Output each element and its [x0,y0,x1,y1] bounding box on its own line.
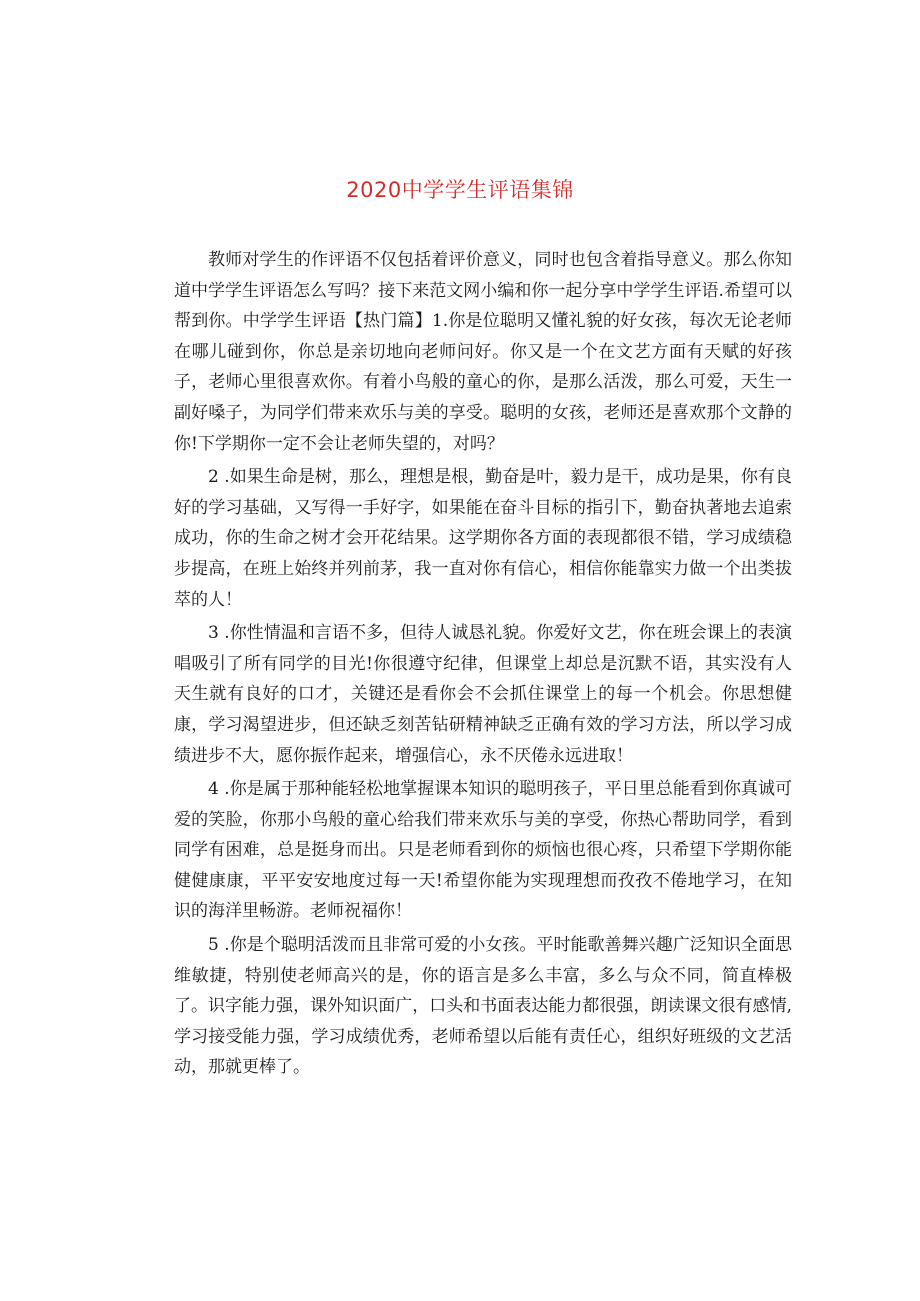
document-title: 2020中学学生评语集锦 [346,178,574,202]
document-body [174,245,792,1083]
paragraph-3: 3 .你性情温和言语不多，但待人诚恳礼貌。你爱好文艺，你在班会课上的表演唱吸引了所有同学的目光!你很遵守纪律，但课堂上却总是沉默不语，其实没有人天生就有良好的口才，关键还是看你会不会抓住课堂上的每一个机会。你思想健康，学习渴望进步，但还缺乏刻苦钻研精神缺乏正确有效的学习方法，所以学习成绩进步不大，愿你振作起来，增强信心，永不厌倦永远进取！ [174,623,792,766]
paragraph-2: 2 .如果生命是树，那么，理想是根，勤奋是叶，毅力是干，成功是果，你有良好的学习基础，又写得一手好字，如果能在奋斗目标的指引下，勤奋执著地去追索成功，你的生命之树才会开花结果。这学期你各方面的表现都很不错，学习成绩稳步提高，在班上始终并列前茅，我一直对你有信心，相信你能靠实力做一个出类拔萃的人！ [174,467,792,610]
paragraph-5: 5 .你是个聪明活泼而且非常可爱的小女孩。平时能歌善舞兴趣广泛知识全面思维敏捷，特别使老师高兴的是，你的语言是多么丰富，多么与众不同，简直棒极了。识字能力强，课外知识面广，口头和书面表达能力都很强，朗读课文很有感情,学习接受能力强，学习成绩优秀，老师希望以后能有责任心，组织好班级的文艺活动，那就更棒了。 [174,935,792,1078]
paragraph-intro: 教师对学生的作评语不仅包括着评价意义，同时也包含着指导意义。那么你知道中学学生评语怎么写吗？接下来范文网小编和你一起分享中学学生评语.希望可以帮到你。中学学生评语【热门篇】1.你是位聪明又懂礼貌的好女孩，每次无论老师在哪儿碰到你，你总是亲切地向老师问好。你又是一个在文艺方面有天赋的好孩子，老师心里很喜欢你。有着小鸟般的童心的你，是那么活泼，那么可爱，天生一副好嗓子，为同学们带来欢乐与美的享受。聪明的女孩，老师还是喜欢那个文静的你!下学期你一定不会让老师失望的，对吗？ [174,250,792,454]
paragraph-4: 4 .你是属于那种能轻松地掌握课本知识的聪明孩子，平日里总能看到你真诚可爱的笑脸，你那小鸟般的童心给我们带来欢乐与美的享受，你热心帮助同学，看到同学有困难，总是挺身而出。只是老师看到你的烦恼也很心疼，只希望下学期你能健健康康，平平安安地度过每一天!希望你能为实现理想而孜孜不倦地学习，在知识的海洋里畅游。老师祝福你！ [174,779,792,922]
